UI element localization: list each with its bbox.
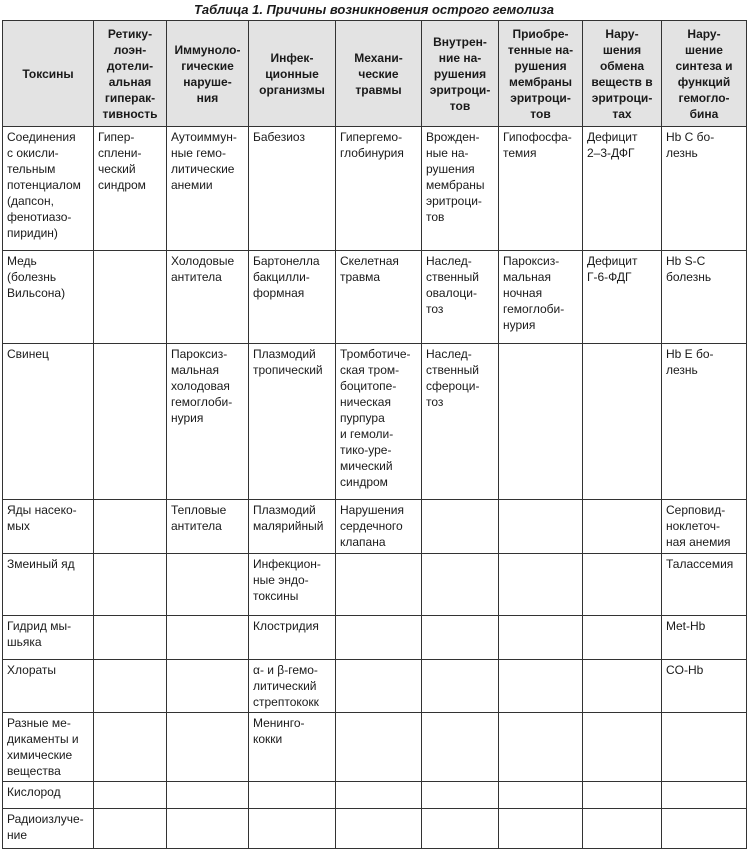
column-header: Приобре- тенные на- рушения мембраны эритроци- тов (499, 21, 583, 127)
table-cell: Плазмодий малярийный (249, 500, 336, 554)
table-cell: Дефицит 2–3-ДФГ (583, 127, 662, 251)
table-cell: Гипергемо- глобинурия (336, 127, 422, 251)
table-cell (94, 660, 167, 713)
table-cell (662, 782, 747, 809)
table-cell (94, 500, 167, 554)
table-caption: Таблица 1. Причины возникновения острого гемолиза (193, 2, 555, 17)
table-row (3, 660, 747, 713)
table-cell: Холодовые антитела (167, 251, 249, 344)
table-cell (662, 713, 747, 782)
column-header: Нару- шения обмена веществ в эритроци- тах (583, 21, 662, 127)
row-label-cell: Хлораты (3, 660, 94, 713)
table-cell (583, 344, 662, 500)
row-label-cell: Гидрид мы- шьяка (3, 616, 94, 660)
table-cell (94, 809, 167, 849)
table-cell: Клостридия (249, 616, 336, 660)
table-cell: Талассемия (662, 554, 747, 616)
table-cell (422, 616, 499, 660)
table-cell: Скелетная травма (336, 251, 422, 344)
table-cell: Наслед- ственный сфероци- тоз (422, 344, 499, 500)
table-row (3, 127, 747, 251)
column-header: Механи- ческие травмы (336, 21, 422, 127)
table-cell (499, 500, 583, 554)
table-cell (583, 554, 662, 616)
table-cell: Врожден- ные на- рушения мембраны эритроци- тов (422, 127, 499, 251)
table-cell (422, 809, 499, 849)
table-cell (167, 616, 249, 660)
row-label-cell: Соединения с окисли- тельным потенциалом (дапсон, фенотиазо- пиридин) (3, 127, 94, 251)
row-label-cell: Кислород (3, 782, 94, 809)
table-cell (94, 251, 167, 344)
table-cell (583, 713, 662, 782)
table-cell (94, 554, 167, 616)
table-cell: Гипер- сплени- ческий синдром (94, 127, 167, 251)
column-header: Инфек- ционные организмы (249, 21, 336, 127)
table-row (3, 616, 747, 660)
table-cell (336, 809, 422, 849)
row-label-cell: Змеиный яд (3, 554, 94, 616)
table-cell: Нарушения сердечного клапана (336, 500, 422, 554)
table-cell: Гипофосфа- темия (499, 127, 583, 251)
table-cell (583, 782, 662, 809)
table-cell (336, 660, 422, 713)
table-cell: Тромботиче- ская тром- боцитопе- ническая пурпура и гемоли- тико-уре- мический синдром (336, 344, 422, 500)
table-row (3, 782, 747, 809)
table-cell (249, 782, 336, 809)
table-cell: Бартонелла бакцилли- формная (249, 251, 336, 344)
table-cell (336, 713, 422, 782)
table-cell (583, 809, 662, 849)
column-header: Нару- шение синтеза и функций гемогло- бина (662, 21, 747, 127)
table-cell (94, 344, 167, 500)
table-cell (167, 713, 249, 782)
column-header: Ретику- лоэн- дотели- альная гиперак- тивность (94, 21, 167, 127)
table-cell: Hb C бо- лезнь (662, 127, 747, 251)
table-cell: Тепловые антитела (167, 500, 249, 554)
table-cell (167, 782, 249, 809)
table-cell: Инфекцион- ные эндо- токсины (249, 554, 336, 616)
row-label-cell: Радиоизлуче- ние (3, 809, 94, 849)
table-cell (583, 660, 662, 713)
table-cell (583, 500, 662, 554)
table-cell: Наслед- ственный овалоци- тоз (422, 251, 499, 344)
table-row (3, 713, 747, 782)
row-label-cell: Медь (болезнь Вильсона) (3, 251, 94, 344)
table-cell (249, 809, 336, 849)
table-cell (499, 782, 583, 809)
table-cell (422, 554, 499, 616)
table-cell (422, 713, 499, 782)
table-cell (499, 809, 583, 849)
column-header: Иммуноло- гические наруше- ния (167, 21, 249, 127)
table-row (3, 500, 747, 554)
hemolysis-causes-table (2, 20, 747, 849)
table-row (3, 809, 747, 849)
row-label-cell: Свинец (3, 344, 94, 500)
table-cell (499, 554, 583, 616)
table-row (3, 251, 747, 344)
table-cell (499, 344, 583, 500)
table-cell (499, 713, 583, 782)
table-cell (662, 809, 747, 849)
table-cell (499, 616, 583, 660)
table-cell (167, 660, 249, 713)
column-header: Токсины (3, 21, 94, 127)
table-body (3, 127, 747, 849)
table-cell: Менинго- кокки (249, 713, 336, 782)
table-cell: Hb E бо- лезнь (662, 344, 747, 500)
header-row (3, 21, 747, 127)
table-row (3, 554, 747, 616)
table-cell: Пароксиз- мальная холодовая гемоглоби- нурия (167, 344, 249, 500)
table-cell (94, 713, 167, 782)
table-cell (583, 616, 662, 660)
table-cell (422, 660, 499, 713)
row-label-cell: Разные ме- дикаменты и химические вещества (3, 713, 94, 782)
table-cell: Бабезиоз (249, 127, 336, 251)
table-cell (336, 554, 422, 616)
table-cell (167, 809, 249, 849)
table-cell (499, 660, 583, 713)
table-cell: α- и β-гемо- литический стрептококк (249, 660, 336, 713)
table-cell (94, 782, 167, 809)
table-cell: Hb S-C болезнь (662, 251, 747, 344)
table-cell: Пароксиз- мальная ночная гемоглоби- нурия (499, 251, 583, 344)
table-cell: CO-Hb (662, 660, 747, 713)
table-cell: Плазмодий тропический (249, 344, 336, 500)
table-cell: Met-Hb (662, 616, 747, 660)
table-cell (422, 782, 499, 809)
table-cell (167, 554, 249, 616)
table-row (3, 344, 747, 500)
table-cell (336, 782, 422, 809)
table-cell (94, 616, 167, 660)
row-label-cell: Яды насеко- мых (3, 500, 94, 554)
column-header: Внутрен- ние на- рушения эритроци- тов (422, 21, 499, 127)
table-cell: Серповид- ноклеточ- ная анемия (662, 500, 747, 554)
table-cell (422, 500, 499, 554)
table-cell: Дефицит Г-6-ФДГ (583, 251, 662, 344)
table-cell (336, 616, 422, 660)
table-cell: Аутоиммун- ные гемо- литические анемии (167, 127, 249, 251)
